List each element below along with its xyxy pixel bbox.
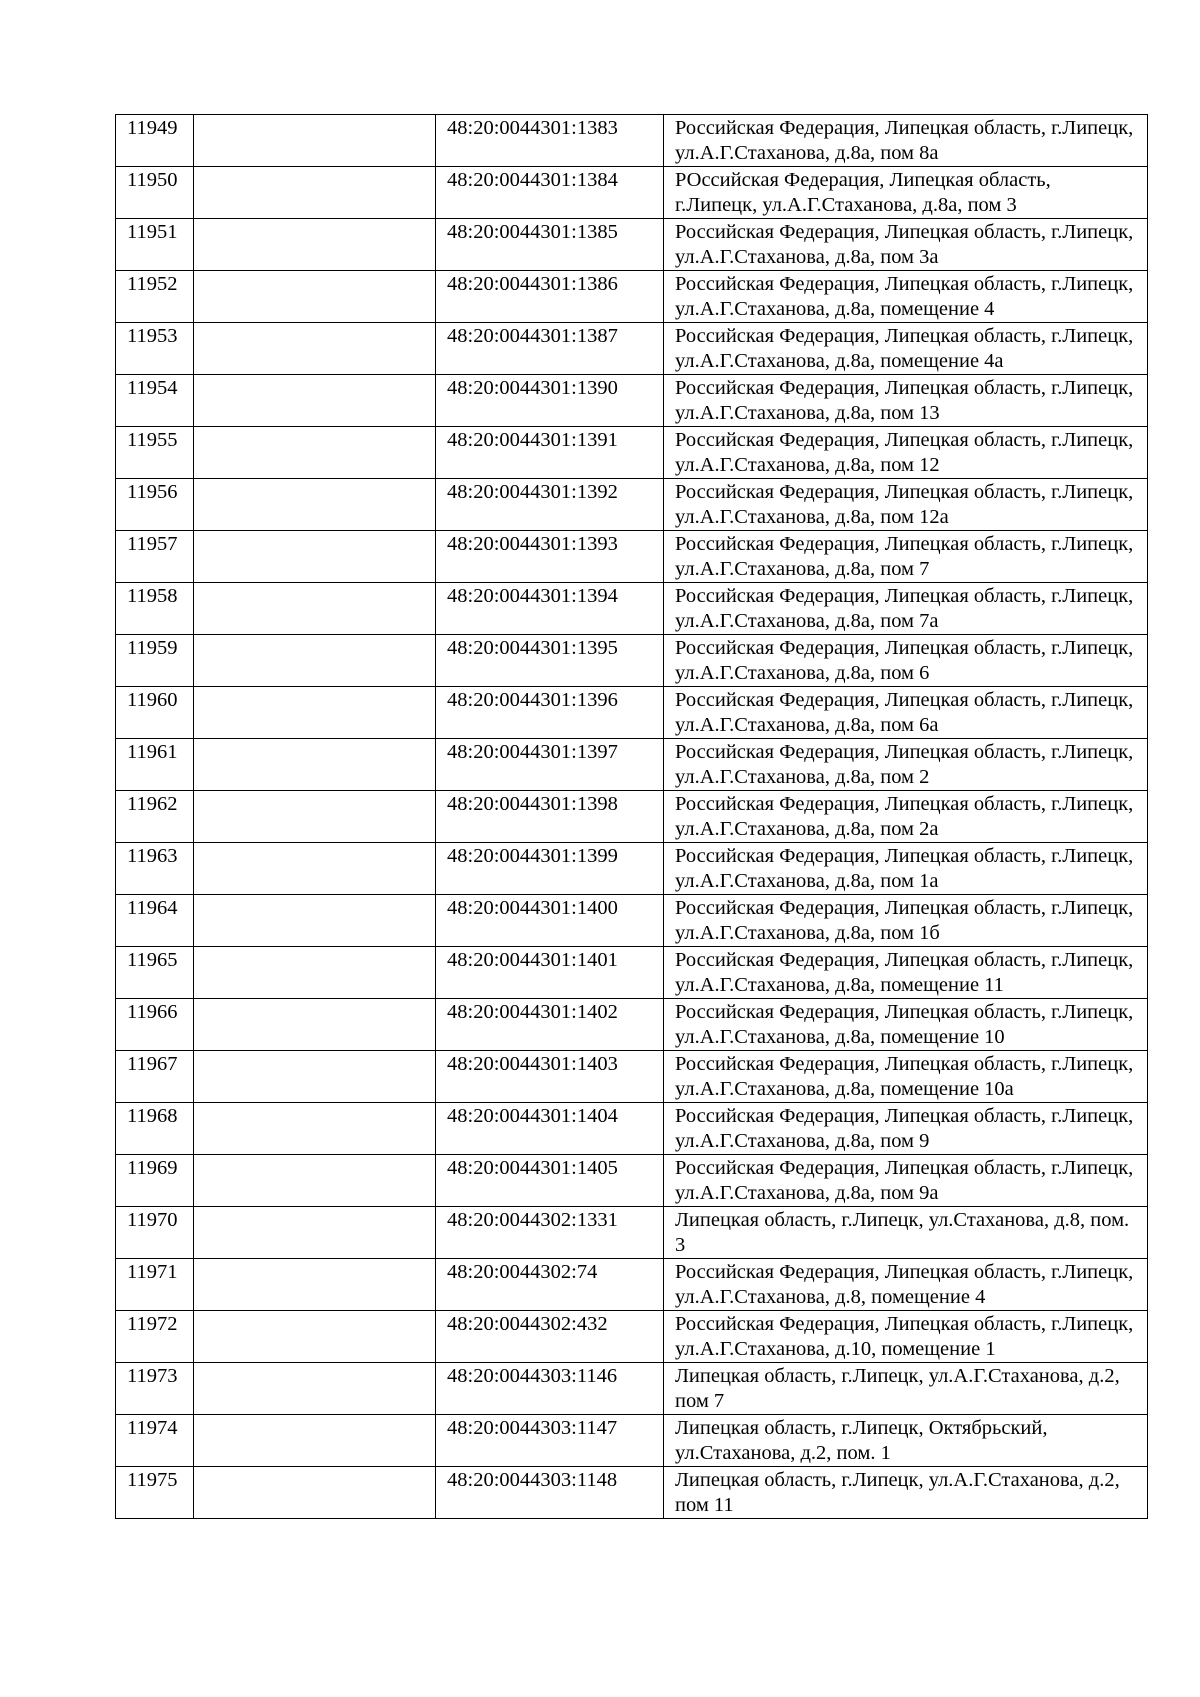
cadastral-number-cell: 48:20:0044301:1384 [436,167,664,219]
empty-cell [194,1363,436,1415]
table-row [116,635,1148,687]
table-row [116,739,1148,791]
table-row [116,999,1148,1051]
table-row [116,375,1148,427]
empty-cell [194,999,436,1051]
table-row [116,427,1148,479]
row-number-cell: 11968 [116,1103,194,1155]
empty-cell [194,843,436,895]
cadastral-number-cell: 48:20:0044301:1399 [436,843,664,895]
address-cell: Российская Федерация, Липецкая область, г.Липецк, ул.А.Г.Стаханова, д.8а, помещение 4 [664,271,1148,323]
row-number-cell: 11959 [116,635,194,687]
table-row [116,1103,1148,1155]
table-row [116,115,1148,167]
row-number-cell: 11954 [116,375,194,427]
address-cell: Российская Федерация, Липецкая область, г.Липецк, ул.А.Г.Стаханова, д.8а, пом 12а [664,479,1148,531]
cadastral-number-cell: 48:20:0044301:1395 [436,635,664,687]
table-row [116,687,1148,739]
row-number-cell: 11958 [116,583,194,635]
address-cell: Российская Федерация, Липецкая область, г.Липецк, ул.А.Г.Стаханова, д.8а, пом 9 [664,1103,1148,1155]
address-cell: Российская Федерация, Липецкая область, г.Липецк, ул.А.Г.Стаханова, д.8а, помещение 4а [664,323,1148,375]
empty-cell [194,1155,436,1207]
table-row [116,843,1148,895]
address-cell: Российская Федерация, Липецкая область, г.Липецк, ул.А.Г.Стаханова, д.8а, пом 1б [664,895,1148,947]
cadastral-number-cell: 48:20:0044301:1401 [436,947,664,999]
cadastral-number-cell: 48:20:0044301:1400 [436,895,664,947]
cadastral-number-cell: 48:20:0044301:1386 [436,271,664,323]
cadastral-number-cell: 48:20:0044301:1387 [436,323,664,375]
address-cell: Российская Федерация, Липецкая область, г.Липецк, ул.А.Г.Стаханова, д.8а, пом 12 [664,427,1148,479]
cadastral-number-cell: 48:20:0044301:1405 [436,1155,664,1207]
empty-cell [194,219,436,271]
property-registry-table [115,114,1148,1519]
address-cell: Российская Федерация, Липецкая область, г.Липецк, ул.А.Г.Стаханова, д.8а, пом 8а [664,115,1148,167]
row-number-cell: 11951 [116,219,194,271]
cadastral-number-cell: 48:20:0044301:1398 [436,791,664,843]
empty-cell [194,323,436,375]
row-number-cell: 11955 [116,427,194,479]
empty-cell [194,1051,436,1103]
address-cell: Липецкая область, г.Липецк, Октябрьский, ул.Стаханова, д.2, пом. 1 [664,1415,1148,1467]
cadastral-number-cell: 48:20:0044302:74 [436,1259,664,1311]
table-row [116,1155,1148,1207]
cadastral-number-cell: 48:20:0044302:432 [436,1311,664,1363]
row-number-cell: 11963 [116,843,194,895]
row-number-cell: 11973 [116,1363,194,1415]
table-row [116,1207,1148,1259]
cadastral-number-cell: 48:20:0044303:1146 [436,1363,664,1415]
row-number-cell: 11964 [116,895,194,947]
empty-cell [194,479,436,531]
address-cell: Российская Федерация, Липецкая область, г.Липецк, ул.А.Г.Стаханова, д.8а, помещение 11 [664,947,1148,999]
address-cell: Российская Федерация, Липецкая область, г.Липецк, ул.А.Г.Стаханова, д.8а, пом 7а [664,583,1148,635]
empty-cell [194,1259,436,1311]
address-cell: Российская Федерация, Липецкая область, г.Липецк, ул.А.Г.Стаханова, д.8а, пом 2а [664,791,1148,843]
table-row [116,947,1148,999]
empty-cell [194,635,436,687]
address-cell: РОссийская Федерация, Липецкая область, г.Липецк, ул.А.Г.Стаханова, д.8а, пом 3 [664,167,1148,219]
table-row [116,219,1148,271]
row-number-cell: 11957 [116,531,194,583]
row-number-cell: 11952 [116,271,194,323]
address-cell: Российская Федерация, Липецкая область, г.Липецк, ул.А.Г.Стаханова, д.8а, помещение 10а [664,1051,1148,1103]
empty-cell [194,687,436,739]
table-row [116,271,1148,323]
address-cell: Липецкая область, г.Липецк, ул.А.Г.Стаханова, д.2, пом 7 [664,1363,1148,1415]
table-row [116,1415,1148,1467]
address-cell: Российская Федерация, Липецкая область, г.Липецк, ул.А.Г.Стаханова, д.8а, пом 2 [664,739,1148,791]
cadastral-number-cell: 48:20:0044301:1396 [436,687,664,739]
table-row [116,1363,1148,1415]
cadastral-number-cell: 48:20:0044301:1403 [436,1051,664,1103]
empty-cell [194,427,436,479]
address-cell: Российская Федерация, Липецкая область, г.Липецк, ул.А.Г.Стаханова, д.8а, пом 3а [664,219,1148,271]
address-cell: Российская Федерация, Липецкая область, г.Липецк, ул.А.Г.Стаханова, д.10, помещение 1 [664,1311,1148,1363]
empty-cell [194,115,436,167]
row-number-cell: 11960 [116,687,194,739]
cadastral-number-cell: 48:20:0044303:1147 [436,1415,664,1467]
row-number-cell: 11962 [116,791,194,843]
table-row [116,531,1148,583]
address-cell: Российская Федерация, Липецкая область, г.Липецк, ул.А.Г.Стаханова, д.8а, пом 13 [664,375,1148,427]
row-number-cell: 11949 [116,115,194,167]
empty-cell [194,947,436,999]
empty-cell [194,791,436,843]
row-number-cell: 11972 [116,1311,194,1363]
cadastral-number-cell: 48:20:0044301:1390 [436,375,664,427]
row-number-cell: 11975 [116,1467,194,1519]
address-cell: Липецкая область, г.Липецк, ул.А.Г.Стаханова, д.2, пом 11 [664,1467,1148,1519]
address-cell: Российская Федерация, Липецкая область, г.Липецк, ул.А.Г.Стаханова, д.8а, пом 1а [664,843,1148,895]
address-cell: Российская Федерация, Липецкая область, г.Липецк, ул.А.Г.Стаханова, д.8а, пом 6а [664,687,1148,739]
table-row [116,1311,1148,1363]
address-cell: Российская Федерация, Липецкая область, г.Липецк, ул.А.Г.Стаханова, д.8, помещение 4 [664,1259,1148,1311]
empty-cell [194,1415,436,1467]
empty-cell [194,583,436,635]
cadastral-number-cell: 48:20:0044301:1392 [436,479,664,531]
registry-table-body [116,115,1148,1519]
cadastral-number-cell: 48:20:0044301:1383 [436,115,664,167]
row-number-cell: 11971 [116,1259,194,1311]
empty-cell [194,271,436,323]
address-cell: Российская Федерация, Липецкая область, г.Липецк, ул.А.Г.Стаханова, д.8а, пом 7 [664,531,1148,583]
empty-cell [194,375,436,427]
cadastral-number-cell: 48:20:0044301:1385 [436,219,664,271]
cadastral-number-cell: 48:20:0044301:1391 [436,427,664,479]
row-number-cell: 11974 [116,1415,194,1467]
table-row [116,479,1148,531]
table-row [116,1259,1148,1311]
empty-cell [194,531,436,583]
row-number-cell: 11961 [116,739,194,791]
table-row [116,1051,1148,1103]
empty-cell [194,1467,436,1519]
table-row [116,791,1148,843]
table-row [116,895,1148,947]
cadastral-number-cell: 48:20:0044301:1397 [436,739,664,791]
table-row [116,1467,1148,1519]
row-number-cell: 11966 [116,999,194,1051]
address-cell: Российская Федерация, Липецкая область, г.Липецк, ул.А.Г.Стаханова, д.8а, пом 9а [664,1155,1148,1207]
cadastral-number-cell: 48:20:0044303:1148 [436,1467,664,1519]
table-row [116,323,1148,375]
row-number-cell: 11953 [116,323,194,375]
row-number-cell: 11956 [116,479,194,531]
table-row [116,167,1148,219]
row-number-cell: 11970 [116,1207,194,1259]
address-cell: Российская Федерация, Липецкая область, г.Липецк, ул.А.Г.Стаханова, д.8а, помещение 10 [664,999,1148,1051]
cadastral-number-cell: 48:20:0044301:1402 [436,999,664,1051]
empty-cell [194,895,436,947]
row-number-cell: 11969 [116,1155,194,1207]
row-number-cell: 11967 [116,1051,194,1103]
row-number-cell: 11950 [116,167,194,219]
cadastral-number-cell: 48:20:0044302:1331 [436,1207,664,1259]
empty-cell [194,1311,436,1363]
table-row [116,583,1148,635]
empty-cell [194,1103,436,1155]
address-cell: Липецкая область, г.Липецк, ул.Стаханова, д.8, пом. 3 [664,1207,1148,1259]
address-cell: Российская Федерация, Липецкая область, г.Липецк, ул.А.Г.Стаханова, д.8а, пом 6 [664,635,1148,687]
row-number-cell: 11965 [116,947,194,999]
empty-cell [194,167,436,219]
empty-cell [194,739,436,791]
cadastral-number-cell: 48:20:0044301:1394 [436,583,664,635]
cadastral-number-cell: 48:20:0044301:1404 [436,1103,664,1155]
cadastral-number-cell: 48:20:0044301:1393 [436,531,664,583]
empty-cell [194,1207,436,1259]
